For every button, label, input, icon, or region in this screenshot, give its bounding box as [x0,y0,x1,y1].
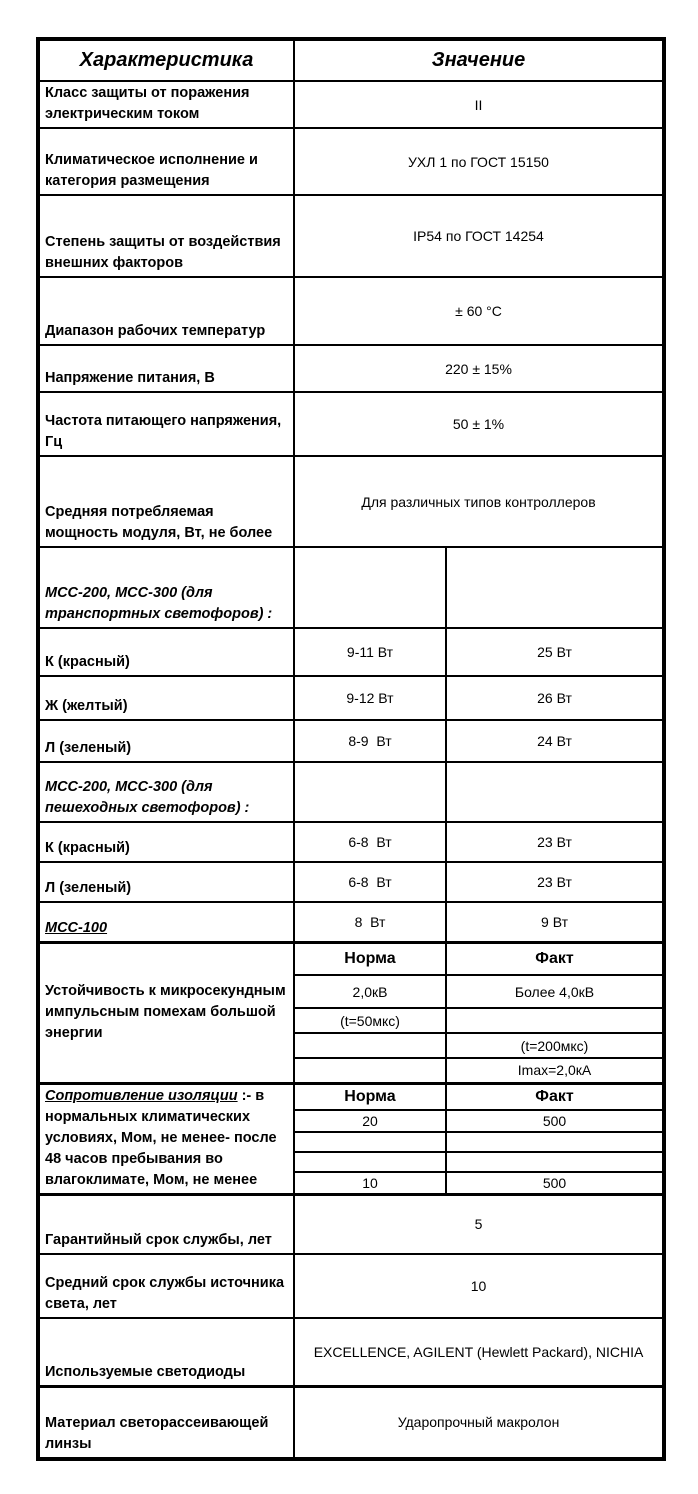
spec-label: Материал светорассеивающей линзы [38,1386,294,1459]
table-row [38,902,664,942]
insulation-label-rest: :- в нормальных климатических условиях, Мом, не менее- после 48 часов пребывания во влагоклимате, Мом, не менее [45,1087,277,1188]
insulation-section-header-row [38,1083,664,1110]
spec-value-norm: 9-11 Вт [294,628,446,676]
table-row [38,392,664,456]
insulation-section-label [38,1083,294,1194]
spec-label: К (красный) [38,628,294,676]
spec-value-fact [446,547,664,628]
spec-label: Средний срок службы источника света, лет [38,1254,294,1318]
spec-value-fact [446,762,664,822]
table-row [38,456,664,547]
surge-section-label: Устойчивость к микросекундным импульсным помехам большой энергии [38,942,294,1083]
spec-value: ± 60 °C [294,277,664,345]
spec-label: Класс защиты от поражения электрическим током [38,81,294,128]
table-row [38,1386,664,1459]
table-row [38,81,664,128]
insulation-norm-value: 20 [294,1110,446,1132]
table-row [38,862,664,902]
spec-value: Ударопрочный макролон [294,1386,664,1459]
norm-column-header: Норма [294,1083,446,1110]
norm-column-header: Норма [294,942,446,975]
spec-value: Для различных типов контроллеров [294,456,664,547]
table-row [38,720,664,762]
spec-value: 50 ± 1% [294,392,664,456]
spec-label: Степень защиты от воздействия внешних факторов [38,195,294,277]
surge-norm-value: (t=50мкс) [294,1008,446,1033]
spec-value-norm: 8 Вт [294,902,446,942]
spec-label: Диапазон рабочих температур [38,277,294,345]
spec-label: Частота питающего напряжения, Гц [38,392,294,456]
spec-label: Ж (желтый) [38,676,294,720]
surge-norm-value [294,1033,446,1058]
spec-value-fact: 24 Вт [446,720,664,762]
surge-fact-value: (t=200мкс) [446,1033,664,1058]
spec-value-norm: 6-8 Вт [294,822,446,862]
spec-value-norm: 8-9 Вт [294,720,446,762]
spec-label: Средняя потребляемая мощность модуля, Вт, не более [38,456,294,547]
spec-label: Л (зеленый) [38,862,294,902]
spec-label: МСС-200, МСС-300 (для пешеходных светофоров) : [38,762,294,822]
header-characteristic: Характеристика [38,39,294,81]
insulation-label-emphasis: Сопротивление изоляции [45,1087,238,1104]
spec-value-fact: 9 Вт [446,902,664,942]
table-row [38,822,664,862]
surge-norm-value: 2,0кВ [294,975,446,1008]
spec-label: Используемые светодиоды [38,1318,294,1386]
spec-value-fact: 26 Вт [446,676,664,720]
fact-column-header: Факт [446,1083,664,1110]
table-row [38,195,664,277]
table-row [38,1254,664,1318]
spec-value-fact: 23 Вт [446,862,664,902]
spec-value: EXCELLENCE, AGILENT (Hewlett Packard), NICHIA [294,1318,664,1386]
header-value: Значение [294,39,664,81]
surge-fact-value: Imax=2,0кА [446,1058,664,1083]
spec-label: Климатическое исполнение и категория размещения [38,128,294,195]
spec-value: IP54 по ГОСТ 14254 [294,195,664,277]
insulation-norm-value [294,1152,446,1172]
insulation-fact-value [446,1132,664,1152]
spec-label: Напряжение питания, В [38,345,294,392]
surge-fact-value [446,1008,664,1033]
spec-value-norm [294,547,446,628]
table-row [38,762,664,822]
spec-value: 220 ± 15% [294,345,664,392]
spec-table [36,37,666,1461]
table-row [38,1194,664,1254]
fact-column-header: Факт [446,942,664,975]
table-row [38,277,664,345]
spec-value: УХЛ 1 по ГОСТ 15150 [294,128,664,195]
spec-label: МСС-100 [38,902,294,942]
table-row [38,547,664,628]
spec-value: 5 [294,1194,664,1254]
insulation-norm-value: 10 [294,1172,446,1194]
table-row [38,628,664,676]
spec-value-norm [294,762,446,822]
spec-value-norm: 9-12 Вт [294,676,446,720]
surge-fact-value: Более 4,0кВ [446,975,664,1008]
spec-label: Л (зеленый) [38,720,294,762]
insulation-fact-value: 500 [446,1172,664,1194]
insulation-norm-value [294,1132,446,1152]
spec-value: II [294,81,664,128]
spec-label: Гарантийный срок службы, лет [38,1194,294,1254]
insulation-fact-value [446,1152,664,1172]
table-row [38,676,664,720]
spec-value: 10 [294,1254,664,1318]
spec-value-fact: 23 Вт [446,822,664,862]
table-row [38,345,664,392]
insulation-fact-value: 500 [446,1110,664,1132]
surge-norm-value [294,1058,446,1083]
table-row [38,1318,664,1386]
table-row [38,128,664,195]
spec-value-fact: 25 Вт [446,628,664,676]
header-row [38,39,664,81]
spec-label: МСС-200, МСС-300 (для транспортных светофоров) : [38,547,294,628]
surge-section-header-row [38,942,664,975]
spec-value-norm: 6-8 Вт [294,862,446,902]
spec-label: К (красный) [38,822,294,862]
